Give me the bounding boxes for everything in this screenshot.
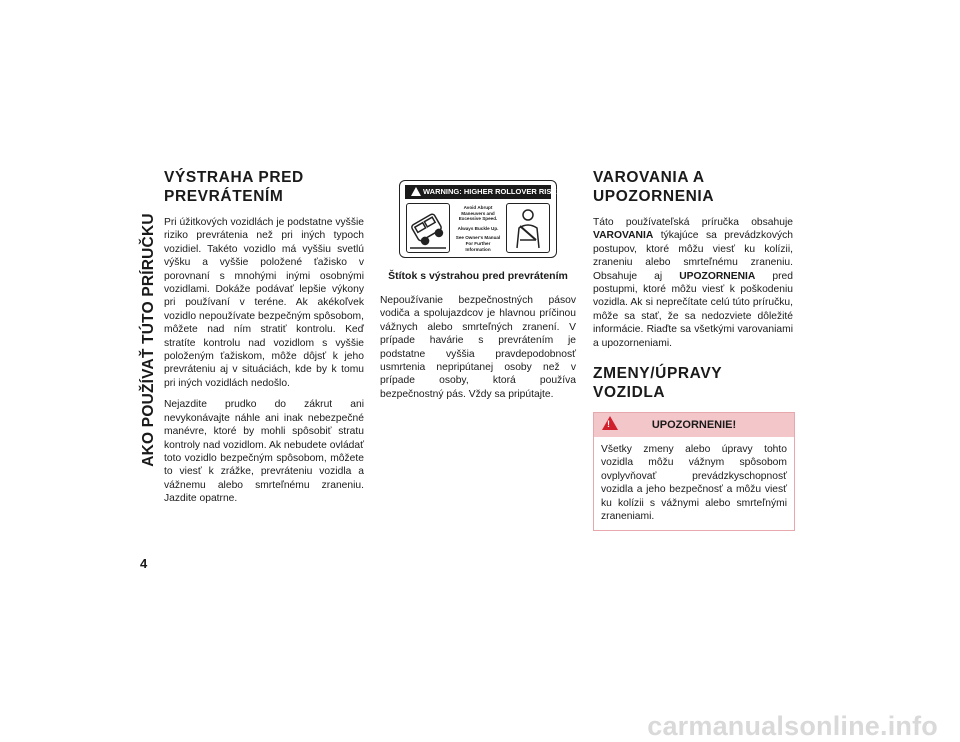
warning-triangle-icon [411,187,421,196]
section-side-title: AKO POUŽÍVAŤ TÚTO PRÍRUČKU [140,213,157,467]
label-instructions [454,205,502,256]
caution-notice-box [593,412,795,530]
label-warning-bar [405,185,557,199]
label-caption: Štítok s výstrahou pred prevrátením [388,270,568,282]
caution-triangle-icon [602,416,618,430]
notice-text: Všetky zmeny alebo úpravy tohto vozidla môžu vážnym spôsobom ovplyvňovať prevádzkyschopnosť vozidla a jeho bezpečnosť a môžu viesť ku kolízii s vážnymi alebo smrteľnými zraneniami. [601,444,787,523]
column-left [164,168,364,514]
notice-header [594,413,794,437]
text-segment: pred postupmi, ktoré môžu viesť k poškodeniu vozidla. Ak si neprečítate celú túto príručku, môže sa stať, že sa nedozviete dôležité informácie. Riaďte sa všetkými varovaniami a upozorneniami. [593,270,793,349]
heading-rollover-warning: VÝSTRAHA PRED PREVRÁTENÍM [164,169,304,205]
label-line-1: Avoid Abrupt Maneuvers and Excessive Speed. [458,205,498,222]
paragraph-seatbelt: Nepoužívanie bezpečnostných pásov vodiča a spolujazdcov je hlavnou príčinou vážnych alebo smrteľných zranení. V prípade havárie s prevrátením je podstatne vyššia pravdepodobnosť usmrtenia nepripútanej osoby než v prípade osoby, ktorá používa bezpečnostný pás. Vždy sa pripútajte. [380,295,576,400]
text-segment: Táto používateľská príručka obsahuje [593,217,793,228]
rollover-warning-label-image [399,180,557,258]
label-warning-word: WARNING: [423,187,462,196]
page-number: 4 [140,556,148,571]
label-line-2: Always Buckle Up. [457,225,499,231]
keyword-warnings: VAROVANIA [593,230,654,242]
heading-warnings-cautions: VAROVANIA A UPOZORNENIA [593,169,715,205]
column-right [593,168,793,531]
heading-vehicle-modifications: ZMENY/ÚPRAVY VOZIDLA [593,365,722,402]
label-warning-text: HIGHER ROLLOVER RISK [463,187,557,196]
caution-exclamation-icon: ! [607,419,610,430]
rollover-vehicle-icon [406,203,450,253]
watermark: carmanualsonline.info [647,711,938,741]
paragraph-warnings-cautions [593,216,793,350]
paragraph-rollover-1: Pri úžitkových vozidlách je podstatne vyššie riziko prevrátenia než pri iných typoch vozidiel. Takéto vozidlo má vyššiu svetlú výšku a vyššie položené ťažisko v porovnaní s mnohými inými osobnými vozidlami. Dokáže podávať lepšie výkony pri používaní v teréne. Ak akékoľvek vozidlo nepoužívate bezpečným spôsobom, môžete nad ním stratiť kontrolu. Keď stratíte kontrolu nad vozidlom s vyššie položeným ťažiskom, môže dôjsť k jeho prevráteniu aj v situáciách, kde by k tomu pri iných vozidlách nedošlo. [164,217,364,389]
text-segment: týkajúce sa prevádzkových postupov, ktoré môžu viesť ku kolízii, zraneniu alebo smrteľnému zraneniu. Obsahuje aj [593,230,793,282]
notice-title: UPOZORNENIE! [651,419,737,432]
keyword-cautions: UPOZORNENIA [679,270,756,282]
notice-body [594,437,794,529]
label-line-3: See Owner's Manual For Further Information [455,235,501,252]
paragraph-rollover-2: Nejazdite prudko do zákrut ani nevykonávajte náhle ani inak nebezpečné manévre, ktoré by mohli spôsobiť stratu kontroly nad vozidlom. Ak nebudete ovládať toto vozidlo bezpečným spôsobom, môžete to viesť k zrážke, prevráteniu vozidla a vážnemu alebo smrteľnému zraneniu. Jazdite opatrne. [164,399,364,505]
seatbelt-person-icon [506,203,550,253]
column-middle [380,180,576,409]
